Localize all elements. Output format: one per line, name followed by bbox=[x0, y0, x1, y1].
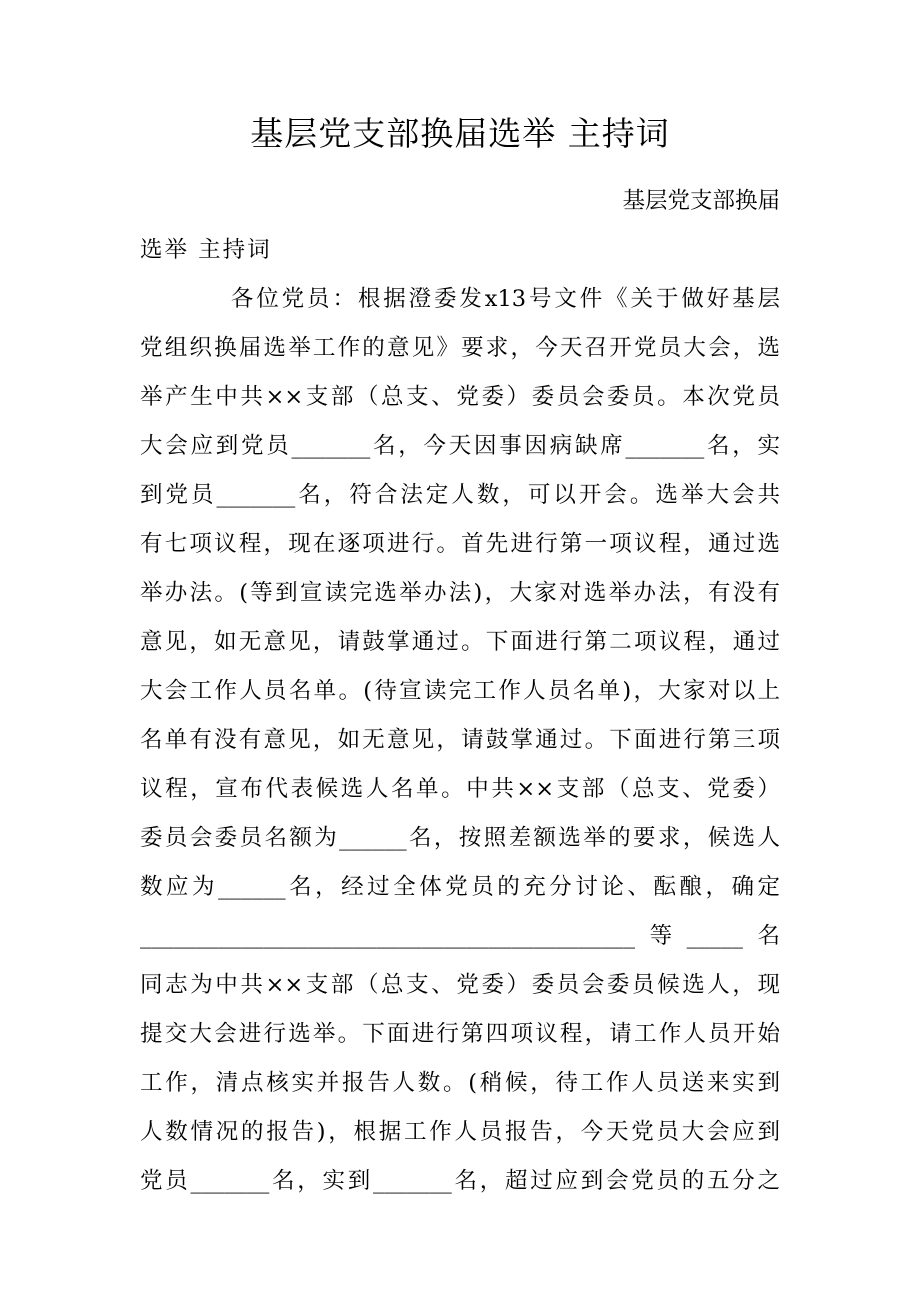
subtitle-right: 基层党支部换届 bbox=[622, 188, 780, 214]
body-line bbox=[140, 284, 780, 314]
body-line: 工作，清点核实并报告人数。(稍候，待工作人员送来实到 bbox=[140, 1070, 780, 1096]
body-line: 委员会委员名额为______名，按照差额选举的要求，候选人 bbox=[140, 825, 780, 851]
body-line: 大会应到党员_______名，今天因事因病缺席_______名，实 bbox=[140, 433, 780, 459]
body-line: 意见，如无意见，请鼓掌通过。下面进行第二项议程，通过 bbox=[140, 629, 780, 655]
body-line: 提交大会进行选举。下面进行第四项议程，请工作人员开始 bbox=[140, 1021, 780, 1047]
page-title: 基层党支部换届选举 主持词 bbox=[250, 114, 670, 153]
body-line: 到党员_______名，符合法定人数，可以开会。选举大会共 bbox=[140, 482, 780, 508]
body-line: 党员_______名，实到_______名，超过应到会党员的五分之 bbox=[140, 1168, 780, 1194]
body-line: 大会工作人员名单。(待宣读完工作人员名单)，大家对以上 bbox=[140, 678, 780, 704]
body-line: 举产生中共××支部（总支、党委）委员会委员。本次党员 bbox=[140, 384, 780, 410]
body-line: 数应为______名，经过全体党员的充分讨论、酝酿，确定 bbox=[140, 874, 780, 900]
body-line: 人数情况的报告)，根据工作人员报告，今天党员大会应到 bbox=[140, 1119, 780, 1145]
body-line: 议程，宣布代表候选人名单。中共××支部（总支、党委） bbox=[140, 776, 780, 802]
body-line-text: 各位党员：根据澄委发x13号文件《关于做好基层 bbox=[228, 286, 780, 312]
body-line: 举办法。(等到宣读完选举办法)，大家对选举办法，有没有 bbox=[140, 580, 780, 606]
body-line-blank: ____________________________________________等_____名 bbox=[140, 923, 780, 949]
body-line: 名单有没有意见，如无意见，请鼓掌通过。下面进行第三项 bbox=[140, 727, 780, 753]
body-line: 党组织换届选举工作的意见》要求，今天召开党员大会，选 bbox=[140, 335, 780, 361]
body-line: 有七项议程，现在逐项进行。首先进行第一项议程，通过选 bbox=[140, 531, 780, 557]
body-line: 同志为中共××支部（总支、党委）委员会委员候选人，现 bbox=[140, 972, 780, 998]
subtitle-left: 选举 主持词 bbox=[140, 237, 272, 263]
